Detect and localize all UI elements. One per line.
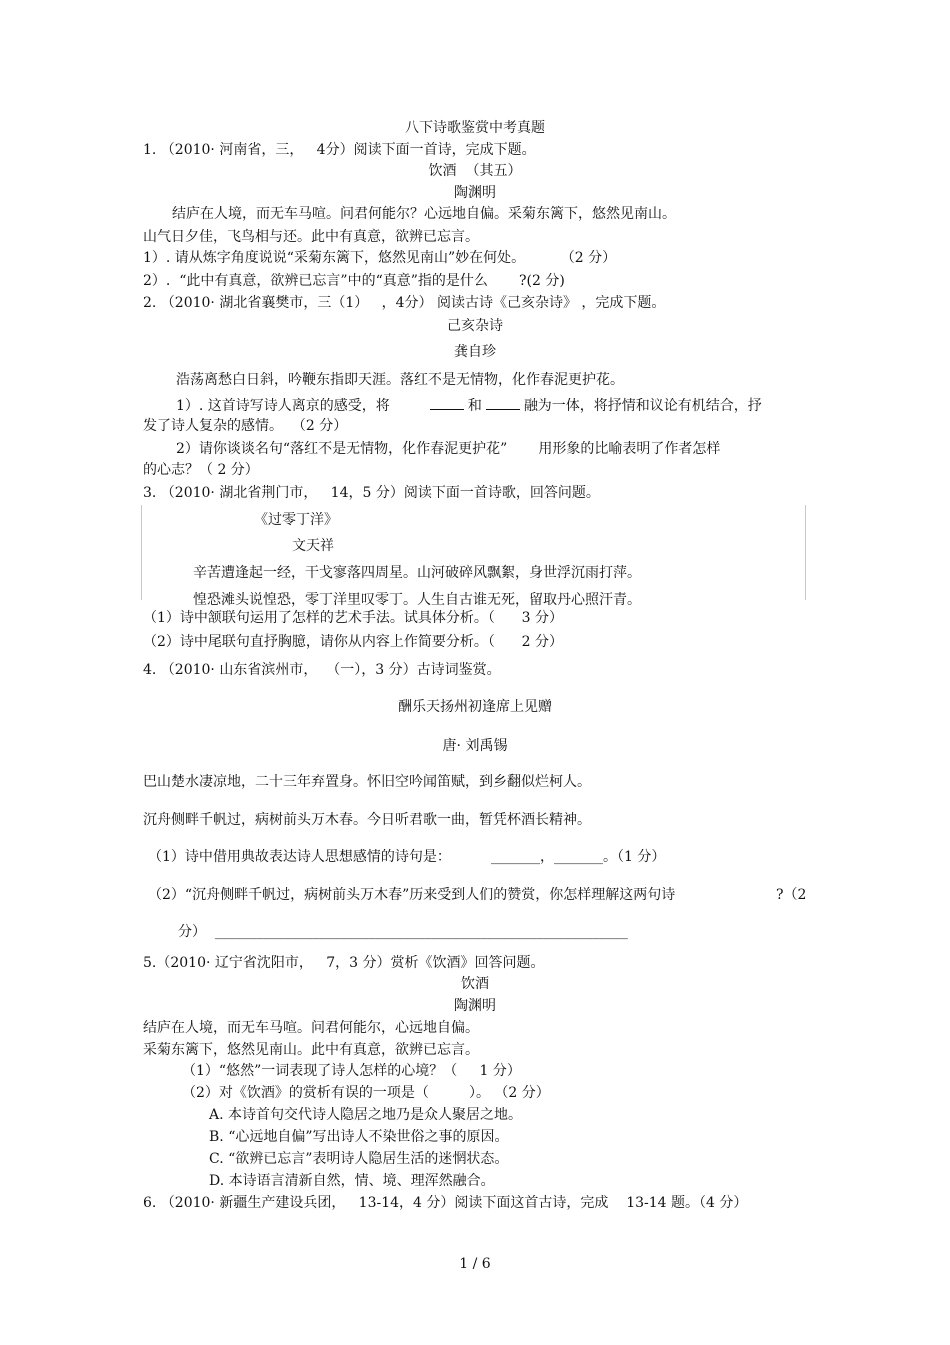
question-2-sub-1-text: 1）. 这首诗写诗人离京的感受，将 (176, 398, 390, 414)
question-4-sub-1: （1）诗中借用典故表达诗人思想感情的诗句是： _______，_______。（1 分） (148, 849, 666, 865)
question-3-header: 3. （2010· 湖北省荆门市， 14，5 分）阅读下面一首诗歌，回答问题。 (143, 485, 600, 501)
question-5-poem-line: 结庐在人境，而无车马喧。问君何能尔，心远地自偏。 (143, 1020, 479, 1036)
question-2-poem-title: 己亥杂诗 (447, 318, 503, 334)
question-4-poem-line: 巴山楚水凄凉地，二十三年弃置身。怀旧空吟闻笛赋，到乡翻似烂柯人。 (143, 774, 591, 790)
question-3-poem-title: 《过零丁洋》 (254, 512, 338, 528)
question-1-header: 1. （2010· 河南省，三， 4分）阅读下面一首诗，完成下题。 (143, 142, 536, 158)
question-3-poem-line: 辛苦遭逢起一经，干戈寥落四周星。山河破碎风飘絮，身世浮沉雨打萍。 (193, 565, 641, 581)
question-4-poem-line: 沉舟侧畔千帆过，病树前头万木春。今日听君歌一曲，暂凭杯酒长精神。 (143, 812, 591, 828)
answer-blank[interactable] (430, 395, 464, 410)
page-title: 八下诗歌鉴赏中考真题 (405, 120, 545, 136)
question-4-header: 4. （2010· 山东省滨州市， （一），3 分）古诗词鉴赏。 (143, 662, 501, 678)
question-3-poem-line: 惶恐滩头说惶恐，零丁洋里叹零丁。人生自古谁无死，留取丹心照汗青。 (193, 592, 641, 608)
question-1-sub-1: 1）. 请从炼字角度说说“采菊东篱下，悠然见南山”妙在何处。 （2 分） (143, 250, 617, 266)
text-frame-right-border (805, 505, 806, 600)
question-6-header: 6. （2010· 新疆生产建设兵团， 13-14，4 分）阅读下面这首古诗，完成 13-14 题。（4 分） (143, 1195, 748, 1211)
question-1-author: 陶渊明 (454, 185, 496, 201)
question-2-sub-1 (176, 395, 762, 415)
question-2-sub-1-text: 和 (467, 398, 482, 414)
question-2-sub-1-cont: 发了诗人复杂的感情。 （2 分） (143, 418, 348, 434)
question-3-author: 文天祥 (292, 538, 334, 554)
question-2-header: 2. （2010· 湖北省襄樊市，三（1） ，4分） 阅读古诗《己亥杂诗》 ，完成下题。 (143, 295, 666, 311)
question-2-poem-line: 浩荡离愁白日斜，吟鞭东指即天涯。落红不是无情物，化作春泥更护花。 (176, 372, 624, 388)
question-4-sub-2-answer-line: 分） ___________________________________________________________ (178, 924, 628, 940)
question-1-poem-line: 山气日夕佳，飞鸟相与还。此中有真意，欲辨已忘言。 (143, 229, 479, 245)
question-4-sub-2: （2）“沉舟侧畔千帆过，病树前头万木春”历来受到人们的赞赏，你怎样理解这两句诗 (148, 887, 676, 903)
answer-blank[interactable] (486, 395, 520, 410)
text-frame-left-border (141, 505, 142, 600)
question-4-poem-title: 酬乐天扬州初逢席上见赠 (398, 699, 552, 715)
question-4-sub-2-points: ?（2 (776, 887, 807, 903)
question-3-sub-2: （2）诗中尾联句直抒胸臆，请你从内容上作简要分析。（ 2 分） (143, 634, 563, 650)
question-5-sub-2: （2）对《饮酒》的赏析有误的一项是（ ）。 （2 分） (182, 1085, 550, 1101)
question-3-sub-1: （1）诗中颔联句运用了怎样的艺术手法。试具体分析。（ 3 分） (143, 610, 563, 626)
option-a[interactable]: A. 本诗首句交代诗人隐居之地乃是众人聚居之地。 (209, 1107, 523, 1123)
question-2-sub-2-cont: 的心志？（ 2 分） (143, 462, 259, 478)
option-d[interactable]: D. 本诗语言清新自然，情、境、理浑然融合。 (209, 1173, 495, 1189)
option-c[interactable]: C. “欲辨已忘言”表明诗人隐居生活的迷惘状态。 (209, 1151, 509, 1167)
question-1-poem-title: 饮酒 （其五） (428, 163, 522, 179)
option-b[interactable]: B. “心远地自偏”写出诗人不染世俗之事的原因。 (209, 1129, 509, 1145)
question-2-author: 龚自珍 (454, 344, 496, 360)
question-5-header: 5.（2010· 辽宁省沈阳市， 7，3 分）赏析《饮酒》回答问题。 (143, 955, 545, 971)
question-1-sub-2: 2）. “此中有真意，欲辨已忘言”中的“真意”指的是什么 ?(2 分) (143, 273, 565, 289)
page-number: 1 / 6 (459, 1256, 491, 1272)
question-5-poem-title: 饮酒 (461, 976, 489, 992)
question-5-sub-1: （1）“悠然”一词表现了诗人怎样的心境？（ 1 分） (182, 1063, 521, 1079)
question-2-sub-1-text: 融为一体，将抒情和议论有机结合，抒 (523, 398, 762, 414)
question-5-author: 陶渊明 (454, 998, 496, 1014)
question-5-poem-line: 采菊东篱下，悠然见南山。此中有真意，欲辨已忘言。 (143, 1042, 479, 1058)
question-2-sub-2: 2）请你谈谈名句“落红不是无情物，化作春泥更护花” 用形象的比喻表明了作者怎样 (176, 441, 721, 457)
question-1-poem-line: 结庐在人境，而无车马喧。问君何能尔？心远地自偏。采菊东篱下，悠然见南山。 (172, 206, 676, 222)
question-4-author: 唐· 刘禹锡 (442, 738, 508, 754)
